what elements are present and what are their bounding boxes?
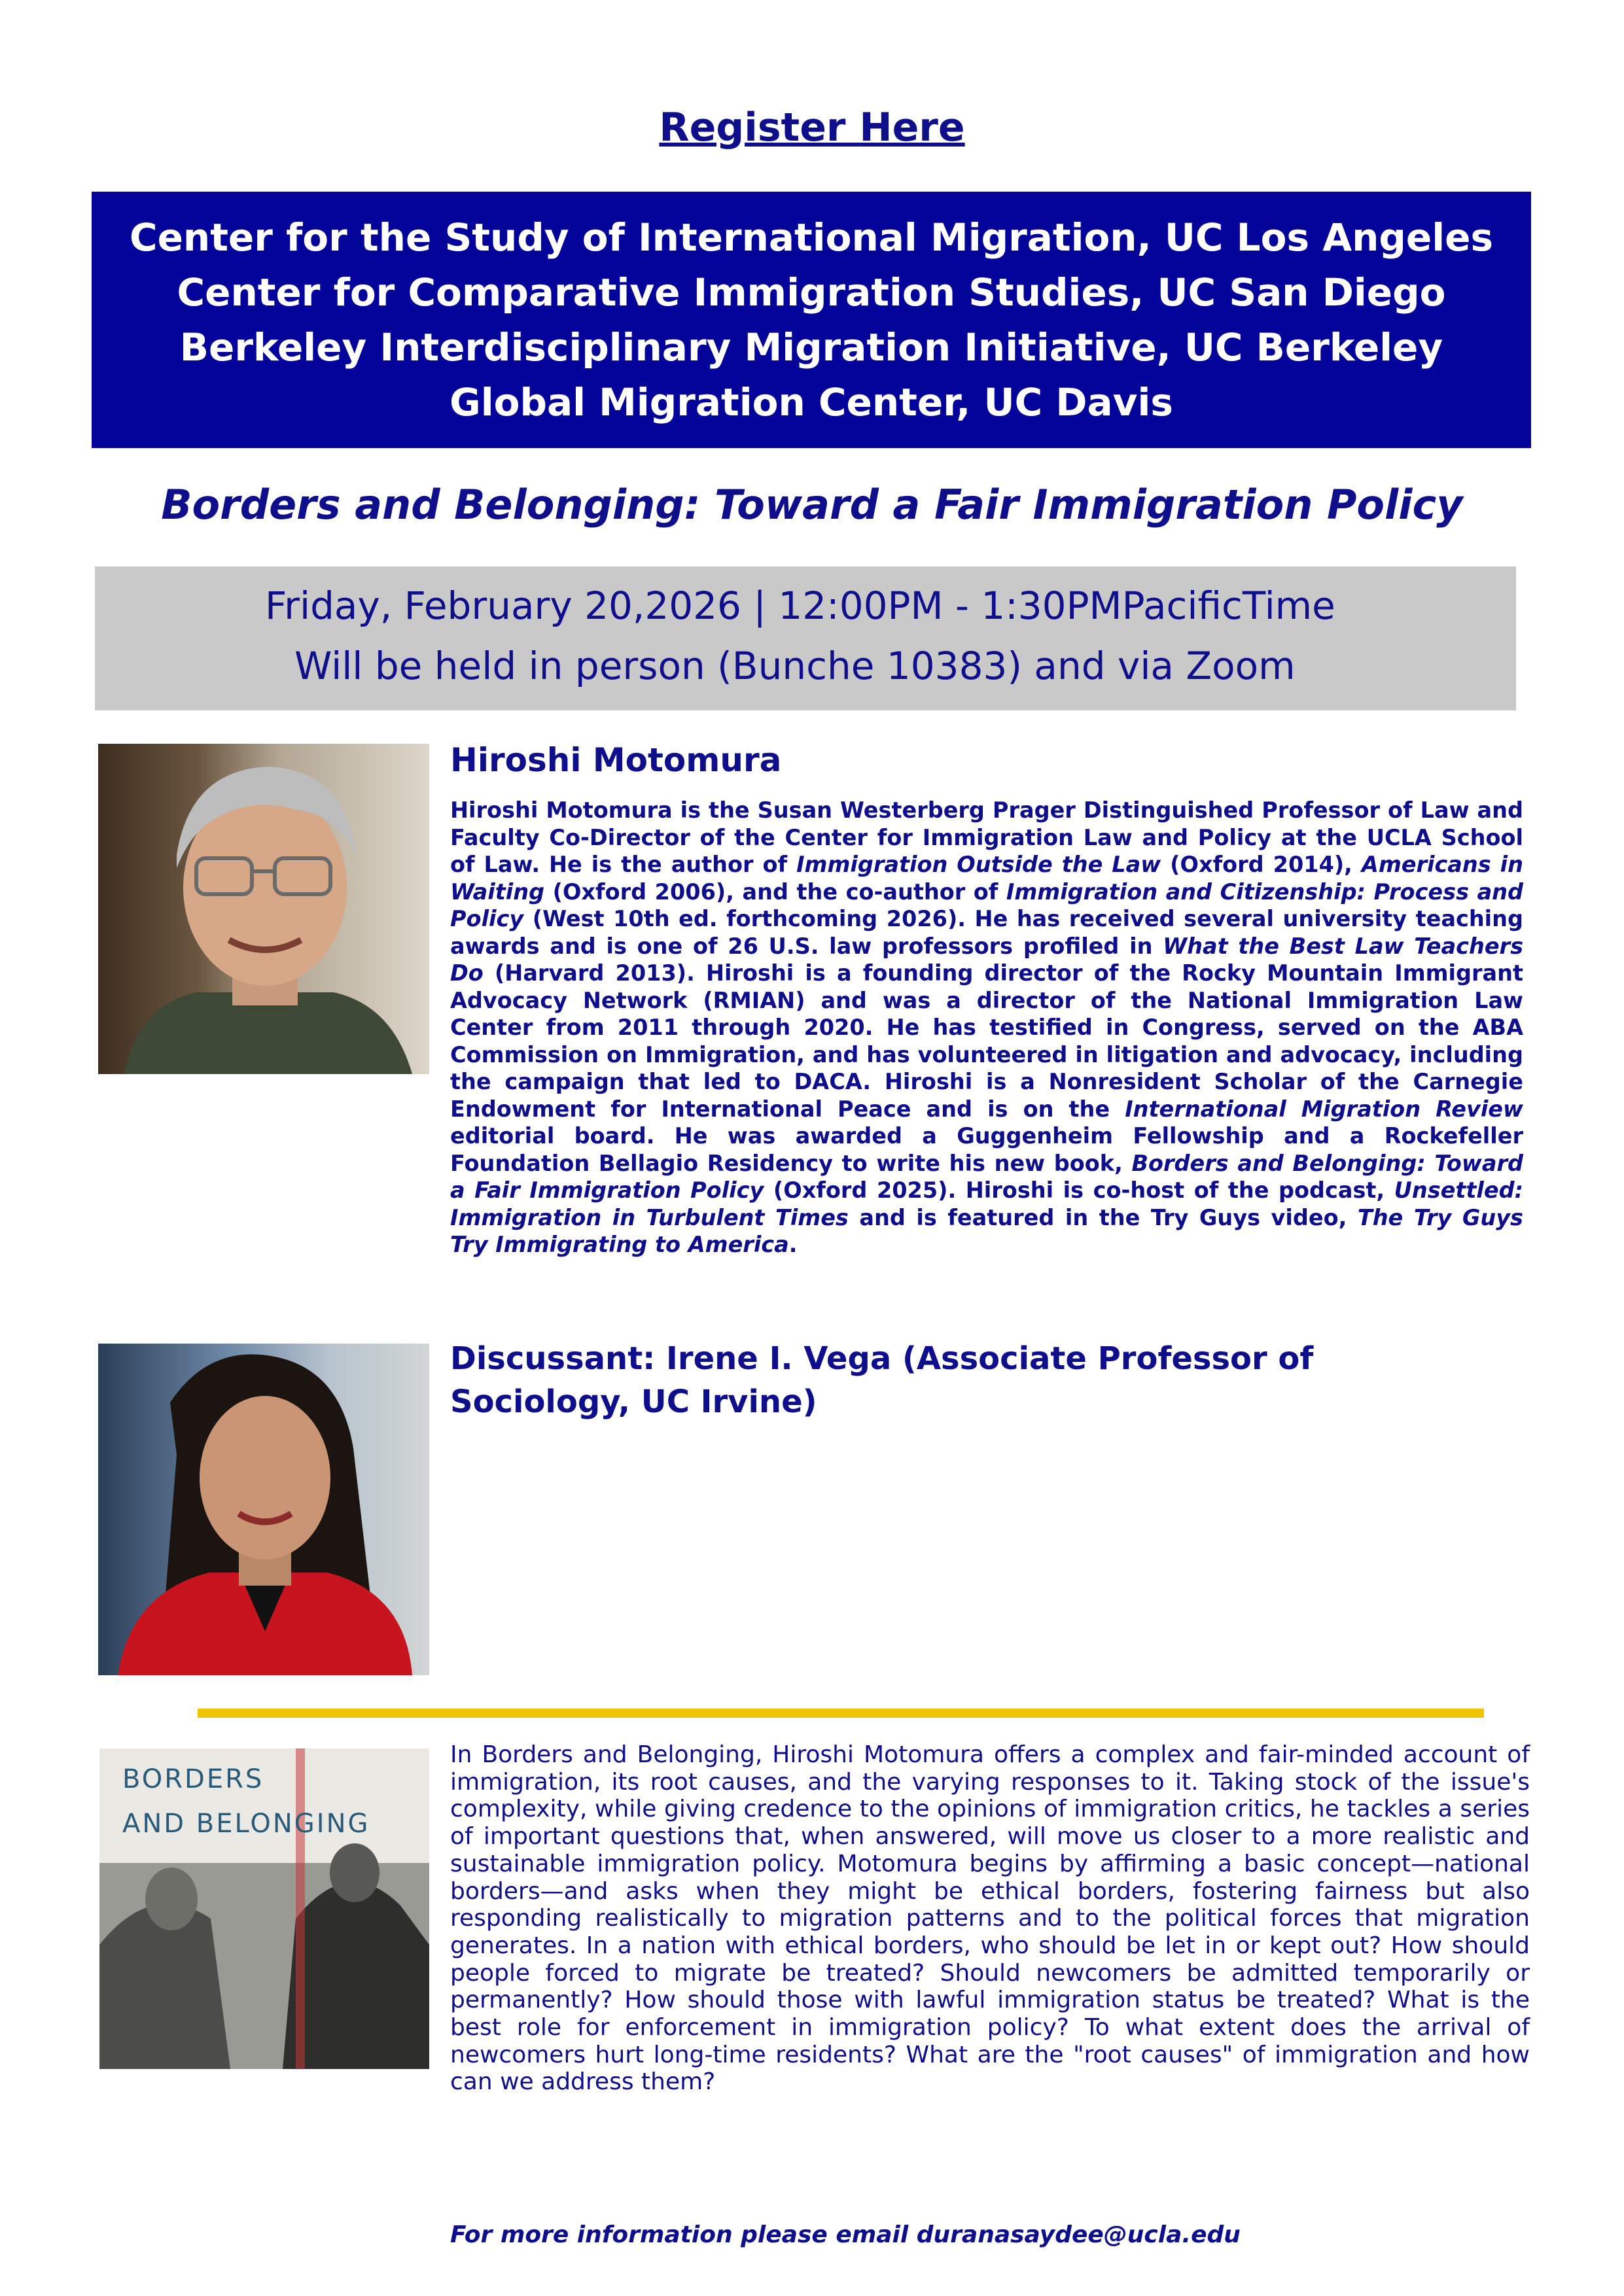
event-datetime: Friday, February 20,2026 | 12:00PM - 1:30PMPacificTime xyxy=(265,583,1335,628)
center-ucla: Center for the Study of International Migration, UC Los Angeles xyxy=(130,215,1493,260)
book-description: In Borders and Belonging, Hiroshi Motomura offers a complex and fair-minded account of immigration, its root causes, and the varying responses to it. Taking stock of the issue's complexity, while giving credence to the opinions of immigration critics, he tackles a series of important questions that, when answered, will move us closer to a more realistic and sustainable immigration policy. Motomura begins by affirming a basic concept—national borders—and asks when they might be ethical borders, fostering fairness but also responding realistically to migration patterns and to the political forces that migration generates. In a nation with ethical borders, who should be let in or kept out? How should people forced to migrate be treated? Should newcomers be admitted temporarily or permanently? How should those with lawful immigration status be treated? What is the best role for enforcement in immigration policy? To what extent does the arrival of newcomers hurt long-time residents? What are the "root causes" of immigration and how can we address them? xyxy=(450,1741,1530,2096)
bio-text-segment: (Harvard 2013). Hiroshi is a founding director of the Rocky Mountain Immigrant Advocacy Network (RMIAN) and was a director of the National Immigration Law Center from 2011 through 2020. He has testified in Congress, served on the ABA Commission on Immigration, and has volunteered in litigation and advocacy, including the campaign that led to DACA. Hiroshi is a Nonresident Scholar of the Carnegie Endowment for International Peace and is on the xyxy=(450,960,1523,1122)
sponsor-centers-banner xyxy=(92,192,1531,448)
bio-italic-title: What the Best Law Teachers Do xyxy=(450,933,1524,986)
bio-italic-title: Unsettled: Immigration in Turbulent Times xyxy=(450,1177,1523,1230)
speaker-bio xyxy=(450,797,1523,1259)
bio-text-segment: (West 10th ed. forthcoming 2026). He has received several university teaching awards and is one of 26 U.S. law professors profiled in xyxy=(450,906,1523,959)
bio-text-segment: Hiroshi Motomura is the Susan Westerberg Prager Distinguished Professor of Law and Faculty Co-Director of the Center for Immigration Law and Policy at the UCLA School of Law. He is the author of xyxy=(450,797,1523,877)
register-link[interactable]: Register Here xyxy=(659,105,965,150)
speaker-photo xyxy=(98,744,429,1074)
bio-text-segment: . xyxy=(788,1232,798,1257)
event-location: Will be held in person (Bunche 10383) and via Zoom xyxy=(294,644,1296,688)
speaker-name: Hiroshi Motomura xyxy=(450,741,782,779)
bio-text-segment: (Oxford 2006), and the co-author of xyxy=(544,878,1006,905)
center-davis: Global Migration Center, UC Davis xyxy=(450,380,1173,425)
center-berkeley: Berkeley Interdisciplinary Migration Initiative, UC Berkeley xyxy=(179,325,1443,370)
event-title: Borders and Belonging: Toward a Fair Immigration Policy xyxy=(161,481,1463,529)
bio-text-segment: editorial board. He was awarded a Guggenheim Fellowship and a Rockefeller Foundation Bellagio Residency to write his new book, xyxy=(450,1123,1523,1176)
event-info-box xyxy=(95,566,1516,710)
bio-text-segment: (Oxford 2014), xyxy=(1161,852,1362,877)
bio-italic-title: Americans in Waiting xyxy=(450,852,1524,905)
book-cover-title-1: BORDERS xyxy=(122,1764,264,1794)
bio-italic-title: Borders and Belonging: Toward a Fair Immigration Policy xyxy=(450,1150,1523,1203)
register-link-row xyxy=(0,105,1624,150)
discussant-heading xyxy=(450,1337,1497,1423)
center-ucsd: Center for Comparative Immigration Studies, UC San Diego xyxy=(177,270,1446,315)
discussant-line-1: Discussant: Irene I. Vega (Associate Professor of xyxy=(450,1340,1314,1377)
bio-italic-title: Immigration Outside the Law xyxy=(796,852,1161,877)
discussant-line-2: Sociology, UC Irvine) xyxy=(450,1383,817,1420)
book-cover-title-2: AND BELONGING xyxy=(122,1809,370,1839)
contact-line: For more information please email duranasaydee@ucla.edu xyxy=(450,2221,1241,2248)
book-cover-image xyxy=(99,1748,429,2069)
bio-text-segment: (Oxford 2025). Hiroshi is co-host of the podcast, xyxy=(764,1177,1394,1203)
bio-italic-title: The Try Guys Try Immigrating to America xyxy=(450,1204,1524,1257)
section-divider xyxy=(198,1709,1484,1718)
discussant-photo xyxy=(98,1344,429,1675)
bio-italic-title: Immigration and Citizenship: Process and Policy xyxy=(450,878,1524,931)
bio-text-segment: and is featured in the Try Guys video, xyxy=(848,1204,1358,1230)
bio-italic-title: International Migration Review xyxy=(1125,1096,1523,1122)
